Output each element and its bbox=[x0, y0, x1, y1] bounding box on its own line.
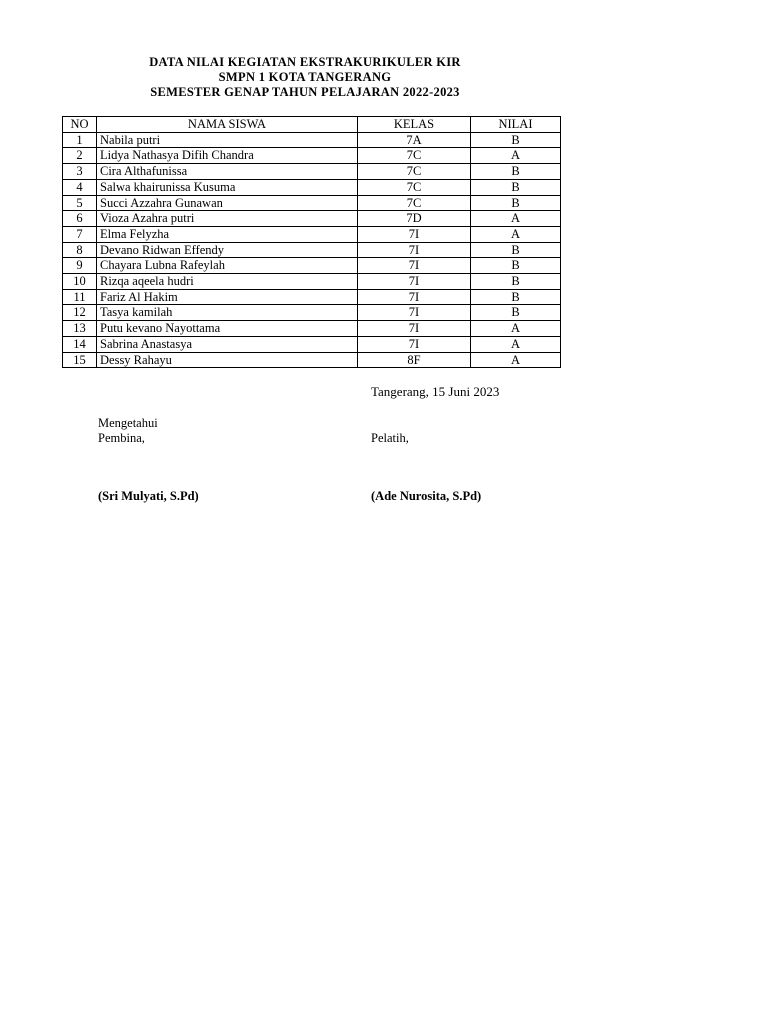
table-row bbox=[63, 305, 561, 321]
table-row bbox=[63, 336, 561, 352]
table-row bbox=[63, 321, 561, 337]
cell-nilai: B bbox=[471, 132, 561, 148]
cell-nilai: A bbox=[471, 211, 561, 227]
cell-kelas: 7I bbox=[358, 336, 471, 352]
cell-name: Putu kevano Nayottama bbox=[97, 321, 358, 337]
grades-table bbox=[62, 116, 561, 368]
cell-nilai: B bbox=[471, 195, 561, 211]
cell-name: Fariz Al Hakim bbox=[97, 289, 358, 305]
cell-kelas: 7D bbox=[358, 211, 471, 227]
cell-no: 2 bbox=[63, 148, 97, 164]
cell-kelas: 7I bbox=[358, 242, 471, 258]
title-line-1: DATA NILAI KEGIATAN EKSTRAKURIKULER KIR bbox=[149, 55, 461, 69]
cell-name: Cira Althafunissa bbox=[97, 164, 358, 180]
cell-no: 12 bbox=[63, 305, 97, 321]
table-row bbox=[63, 179, 561, 195]
cell-nilai: A bbox=[471, 321, 561, 337]
document-title bbox=[62, 55, 548, 100]
cell-no: 7 bbox=[63, 226, 97, 242]
cell-name: Dessy Rahayu bbox=[97, 352, 358, 368]
cell-nilai: A bbox=[471, 226, 561, 242]
cell-kelas: 7A bbox=[358, 132, 471, 148]
cell-nilai: B bbox=[471, 179, 561, 195]
cell-nilai: B bbox=[471, 242, 561, 258]
cell-no: 8 bbox=[63, 242, 97, 258]
cell-kelas: 7C bbox=[358, 179, 471, 195]
acknowledge-label: Mengetahui bbox=[98, 416, 158, 430]
cell-name: Tasya kamilah bbox=[97, 305, 358, 321]
column-header-name: NAMA SISWA bbox=[97, 117, 358, 133]
table-row bbox=[63, 148, 561, 164]
column-header-nilai: NILAI bbox=[471, 117, 561, 133]
cell-name: Elma Felyzha bbox=[97, 226, 358, 242]
table-row bbox=[63, 274, 561, 290]
cell-kelas: 7I bbox=[358, 226, 471, 242]
cell-kelas: 7I bbox=[358, 305, 471, 321]
cell-kelas: 7C bbox=[358, 164, 471, 180]
cell-no: 5 bbox=[63, 195, 97, 211]
table-row bbox=[63, 164, 561, 180]
cell-kelas: 7I bbox=[358, 258, 471, 274]
cell-name: Salwa khairunissa Kusuma bbox=[97, 179, 358, 195]
table-row bbox=[63, 211, 561, 227]
cell-no: 6 bbox=[63, 211, 97, 227]
cell-kelas: 7C bbox=[358, 148, 471, 164]
cell-name: Sabrina Anastasya bbox=[97, 336, 358, 352]
cell-kelas: 7I bbox=[358, 289, 471, 305]
table-row bbox=[63, 132, 561, 148]
cell-kelas: 8F bbox=[358, 352, 471, 368]
cell-no: 11 bbox=[63, 289, 97, 305]
table-row bbox=[63, 226, 561, 242]
table-header-row bbox=[63, 117, 561, 133]
cell-name: Devano Ridwan Effendy bbox=[97, 242, 358, 258]
table-row bbox=[63, 352, 561, 368]
cell-no: 10 bbox=[63, 274, 97, 290]
cell-nilai: A bbox=[471, 148, 561, 164]
cell-name: Succi Azzahra Gunawan bbox=[97, 195, 358, 211]
cell-no: 13 bbox=[63, 321, 97, 337]
signing-date: Tangerang, 15 Juni 2023 bbox=[371, 384, 500, 399]
table-row bbox=[63, 289, 561, 305]
cell-nilai: A bbox=[471, 352, 561, 368]
cell-kelas: 7C bbox=[358, 195, 471, 211]
cell-nilai: B bbox=[471, 305, 561, 321]
table-body bbox=[63, 132, 561, 368]
trainer-role: Pelatih, bbox=[371, 431, 409, 445]
supervisor-signature-name: (Sri Mulyati, S.Pd) bbox=[98, 489, 199, 503]
supervisor-role: Pembina, bbox=[98, 431, 145, 445]
title-line-2: SMPN 1 KOTA TANGERANG bbox=[218, 70, 392, 84]
cell-no: 1 bbox=[63, 132, 97, 148]
cell-no: 9 bbox=[63, 258, 97, 274]
cell-name: Chayara Lubna Rafeylah bbox=[97, 258, 358, 274]
trainer-signature-name: (Ade Nurosita, S.Pd) bbox=[371, 489, 482, 503]
cell-nilai: A bbox=[471, 336, 561, 352]
column-header-kelas: KELAS bbox=[358, 117, 471, 133]
table-row bbox=[63, 258, 561, 274]
cell-name: Rizqa aqeela hudri bbox=[97, 274, 358, 290]
cell-nilai: B bbox=[471, 274, 561, 290]
cell-kelas: 7I bbox=[358, 321, 471, 337]
cell-name: Lidya Nathasya Difih Chandra bbox=[97, 148, 358, 164]
cell-no: 4 bbox=[63, 179, 97, 195]
cell-name: Nabila putri bbox=[97, 132, 358, 148]
cell-name: Vioza Azahra putri bbox=[97, 211, 358, 227]
table-row bbox=[63, 195, 561, 211]
title-line-3: SEMESTER GENAP TAHUN PELAJARAN 2022-2023 bbox=[150, 85, 460, 99]
cell-no: 14 bbox=[63, 336, 97, 352]
cell-nilai: B bbox=[471, 164, 561, 180]
cell-nilai: B bbox=[471, 289, 561, 305]
cell-nilai: B bbox=[471, 258, 561, 274]
column-header-no: NO bbox=[63, 117, 97, 133]
cell-kelas: 7I bbox=[358, 274, 471, 290]
cell-no: 3 bbox=[63, 164, 97, 180]
cell-no: 15 bbox=[63, 352, 97, 368]
table-row bbox=[63, 242, 561, 258]
